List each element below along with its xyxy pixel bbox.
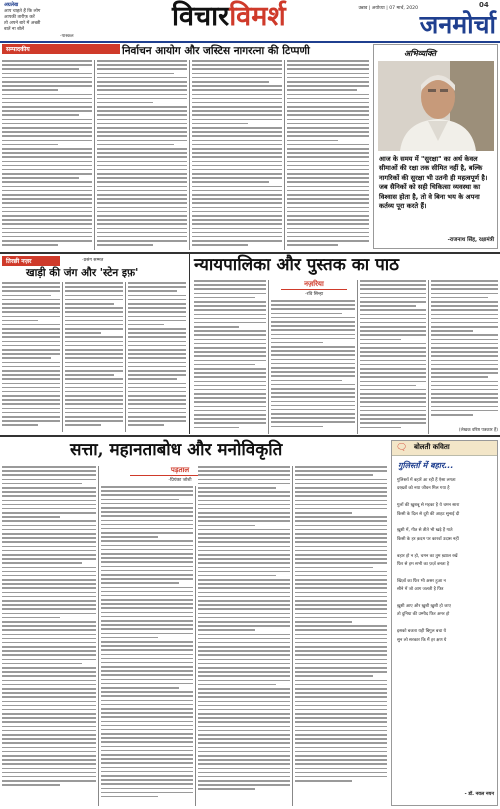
quote-line: आपकी तारीफ़ करें [4, 15, 35, 20]
column-rule [125, 282, 126, 432]
quote-line: आप चाहते हैं कि लोग [4, 9, 41, 14]
column-rule [268, 280, 269, 434]
column-rule [195, 486, 196, 806]
poem-line [397, 519, 495, 527]
bottom-article-headline: सत्ता, महानताबोध और मनोविकृति [70, 440, 283, 460]
left-article-headline: खाड़ी की जंग और 'स्टेन इफ़' [26, 267, 139, 279]
bottom-column-label: पड़ताल [130, 466, 230, 476]
center-article-column-3 [360, 280, 426, 434]
poem-title: गुलिस्ताँ में बहार... [398, 461, 454, 470]
masthead [0, 0, 500, 44]
poem-line: दरख़्तों को नया जीवन मिल गया है [397, 486, 450, 492]
date-line: उन्नाव | अयोध्या | 07 मार्च, 2020 [358, 6, 418, 11]
center-article-end-note: (लेखक वरिष्ठ पत्रकार हैं) [458, 428, 498, 433]
poem-sidebar [391, 440, 498, 806]
poem-line: किसी के दिल से दूरी की आहट सुनाई दी [397, 511, 460, 517]
poem-line [397, 494, 495, 502]
center-article-column-4 [431, 280, 498, 426]
poem-line: फिर से हम सभी का फ़र्ज़ बनता है [397, 562, 450, 568]
poem-line: बहार हो न हो, चमन का तुम ख़्याल रखें [397, 553, 458, 559]
column-rule [94, 60, 95, 250]
poem-line: गुलिस्ताँ में बहारें आ रही हैं ऐसा लगता [397, 478, 456, 483]
poem-line: ख़ुशी आए और ख़ुशी ख़ुशी हो जाए [397, 604, 451, 610]
bottom-article-byline: -प्रियंका जोशी [168, 478, 192, 483]
poem-line [397, 620, 495, 628]
column-rule [62, 282, 63, 432]
editorial-column-3 [192, 60, 282, 250]
poem-line [397, 595, 495, 603]
column-rule [189, 254, 190, 434]
poem-line: तो दुनिया की उम्मीद फिर अमर हो [397, 612, 450, 618]
poet-name: - डॉ. नवल नयन [464, 792, 494, 797]
quote-line: बातें ना बोलें [4, 27, 25, 32]
quote-box [373, 44, 498, 249]
page-number: 04 [479, 1, 489, 9]
poem-line [397, 569, 495, 577]
quote-text: आज के समय में "सुरक्षा" का अर्थ केवल सीमाओं की रक्षा तक सीमित नहीं है, बल्कि नागरिकों की सुरक्षा भी उतनी ही महत्वपूर्ण है। जब सैनिकों को सही चिकित्सा व्यवस्था का विश्वास होता है, तो वे बिना भय के अपना कर्तव्य पूरा करते हैं। [379, 155, 488, 211]
section-title-vimarsh: विमर्श [229, 1, 286, 32]
center-article-column-2 [271, 300, 355, 434]
center-article-headline: न्यायपालिका और पुस्तक का पाठ [194, 255, 400, 275]
center-column-label: नज़रिया [281, 280, 347, 290]
column-rule [428, 280, 429, 434]
left-article-column-1 [2, 282, 60, 432]
masthead-left-quote [4, 9, 94, 33]
poem-line: सुन लो सरकार कि मैं हर क्षण ये [397, 637, 447, 643]
center-article-byline: -रवि सिन्हा [304, 292, 324, 297]
left-article-label: तिरछी नज़र [2, 256, 60, 266]
masthead-divider [0, 41, 500, 43]
column-rule [284, 60, 285, 250]
editorial-label: सम्पादकीय [2, 44, 120, 54]
bottom-article-column-4 [295, 466, 387, 806]
column-rule [98, 466, 99, 806]
bottom-article-column-3 [198, 466, 290, 806]
section-divider [0, 435, 500, 437]
poem-line: ख़ुशी में, गीत से तीते भी खड़े हैं गाते [397, 528, 453, 534]
poem-line: किसी के हर क़दम पर कारवाँ उदास नहीं [397, 536, 459, 542]
poem-line [397, 544, 495, 552]
editorial-column-1 [2, 60, 92, 250]
quote-line: तो अपने बारे में अच्छी [4, 21, 41, 26]
editorial-headline: निर्वाचन आयोग और जस्टिस नागरत्ना की टिप्पणी [122, 45, 310, 57]
column-rule [189, 60, 190, 250]
bottom-article-column-2 [101, 486, 193, 806]
quote-box-label: अभिव्यक्ति [404, 49, 437, 58]
speech-bubble-icon: 🗨 [396, 443, 408, 453]
bottom-article-column-1 [2, 466, 96, 806]
column-rule [292, 466, 293, 806]
poem-sidebar-label: बोलती कविता [414, 443, 450, 451]
poem-line: गुलों की ख़ुशबू से महका है ये चमन सारा [397, 503, 460, 509]
editorial-column-4 [287, 60, 369, 250]
left-article-byline: -प्रसंग सम्मत [82, 258, 104, 263]
section-title [172, 2, 286, 32]
person-illustration [378, 61, 494, 151]
section-title-vichar: विचार [172, 1, 230, 32]
column-rule [357, 280, 358, 434]
center-article-column-1 [194, 280, 266, 434]
poem-line: खिज़ाँ का फिर भी असर हुआ न [397, 578, 446, 584]
left-article-column-3 [128, 282, 186, 432]
speaker-photo [378, 61, 494, 151]
masthead-quote-author: -पास्कल [60, 34, 74, 39]
masthead-left-tag: अग्रलेख [4, 2, 19, 8]
editorial-column-2 [97, 60, 187, 250]
quote-author: -राजनाथ सिंह, रक्षामंत्री [447, 237, 494, 243]
left-article-column-2 [65, 282, 123, 432]
poem-sidebar-header [392, 441, 497, 456]
newspaper-logo: जनमोर्चा [419, 10, 496, 39]
poem-body [397, 477, 495, 645]
poem-line: सीने में जो आग जलती है फिर [397, 587, 444, 593]
poem-line: इसको बजता यही बिगुल बचा ये [397, 629, 447, 635]
